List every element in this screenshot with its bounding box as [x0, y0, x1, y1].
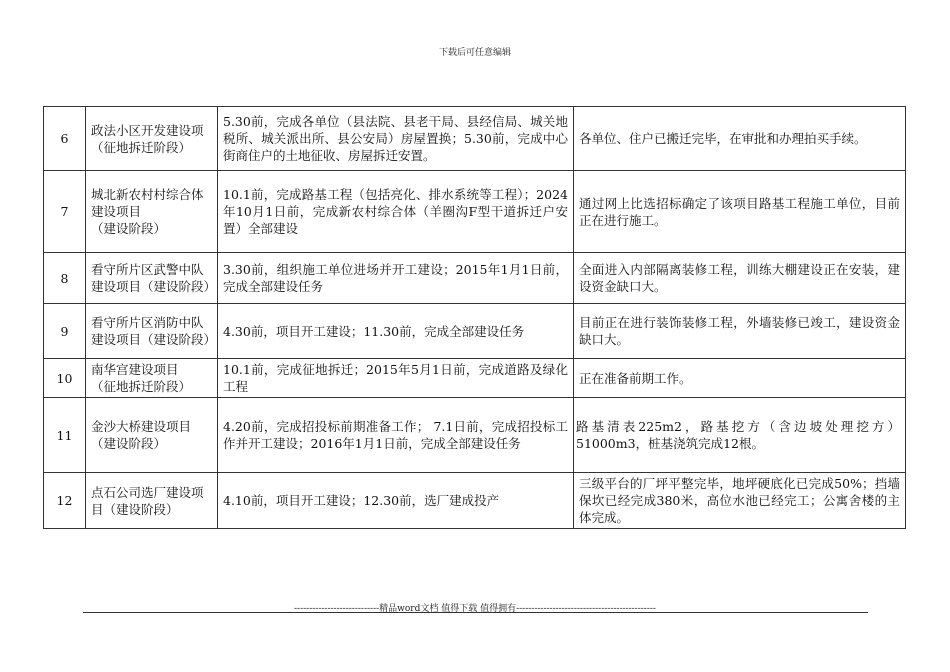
- plan-schedule: 4.10前，项目开工建设；12.30前，选厂建成投产: [218, 473, 574, 529]
- table-row: [44, 398, 906, 473]
- project-name: [86, 107, 218, 171]
- plan-schedule: 3.30前，组织施工单位进场并开工建设；2015年1月1日前，完成全部建设任务: [218, 253, 574, 304]
- project-name-text: 政法小区开发建设项 （征地拆迁阶段）: [91, 122, 204, 155]
- row-number: 11: [44, 398, 86, 473]
- plan-schedule: 10.1前，完成路基工程（包括亮化、排水系统等工程）；2024年10月1日前，完成新农村综合体（羊圈沟F型干道拆迁户安置）全部建设: [218, 171, 574, 253]
- project-name-text: 金沙大桥建设项目 （建设阶段）: [91, 419, 192, 451]
- header-note: 下载后可任意编辑: [438, 48, 511, 58]
- row-number: 12: [44, 473, 86, 529]
- progress-status: 全面进入内部隔离装修工程，训练大棚建设正在安装，建设资金缺口大。: [574, 253, 906, 304]
- progress-status: 目前正在进行装饰装修工程，外墙装修已竣工，建设资金缺口大。: [574, 304, 906, 359]
- plan-schedule: 4.30前，项目开工建设；11.30前，完成全部建设任务: [218, 304, 574, 359]
- progress-status: 正在准备前期工作。: [574, 359, 906, 398]
- row-number: 10: [44, 359, 86, 398]
- table-row: [44, 171, 906, 253]
- table-row: [44, 253, 906, 304]
- plan-schedule: 4.20前，完成招投标前期准备工作； 7.1日前，完成招投标工作并开工建设；2016年1月1日前，完成全部建设任务: [218, 398, 574, 473]
- progress-status: 各单位、住户已搬迁完毕，在审批和办理拍买手续。: [574, 107, 906, 171]
- project-plan-table: [43, 106, 906, 529]
- row-number: 6: [44, 107, 86, 171]
- table-row: [44, 304, 906, 359]
- project-name-text: 城北新农村村综合体建设项目 （建设阶段）: [91, 187, 204, 236]
- table-row: [44, 359, 906, 398]
- project-name: 看守所片区武警中队建设项目（建设阶段）: [86, 253, 218, 304]
- row-number: 7: [44, 171, 86, 253]
- project-name: [86, 171, 218, 253]
- table-row: [44, 107, 906, 171]
- row-number: 8: [44, 253, 86, 304]
- project-name: [86, 398, 218, 473]
- footer-divider: [83, 612, 868, 613]
- plan-schedule: 5.30前，完成各单位（县法院、县老干局、县经信局、城关地税所、城关派出所、县公安局）房屋置换；5.30前，完成中心街商住户的土地征收、房屋拆迁安置。: [218, 107, 574, 171]
- plan-schedule: 10.1前，完成征地拆迁；2015年5月1日前，完成道路及绿化工程: [218, 359, 574, 398]
- row-number: 9: [44, 304, 86, 359]
- project-name: 点石公司选厂建设项目（建设阶段）: [86, 473, 218, 529]
- project-name: 看守所片区消防中队建设项目（建设阶段）: [86, 304, 218, 359]
- progress-status: 三级平台的厂坪平整完毕，地坪硬底化已完成50%；挡墙保坎已经完成380米，高位水池已经完工；公寓舍楼的主体完成。: [574, 473, 906, 529]
- table-row: [44, 473, 906, 529]
- footer-text: ----------------------------精品word文档 值得下载 值得拥有----------------------------------------------: [294, 604, 656, 614]
- project-name-text: 南华宫建设项目 （征地拆迁阶段）: [91, 362, 192, 394]
- progress-status: 路基清表225m2，路基挖方（含边坡处理挖方）51000m3，桩基浇筑完成12根。: [574, 398, 906, 473]
- progress-status: 通过网上比选招标确定了该项目路基工程施工单位，目前正在进行施工。: [574, 171, 906, 253]
- project-name: [86, 359, 218, 398]
